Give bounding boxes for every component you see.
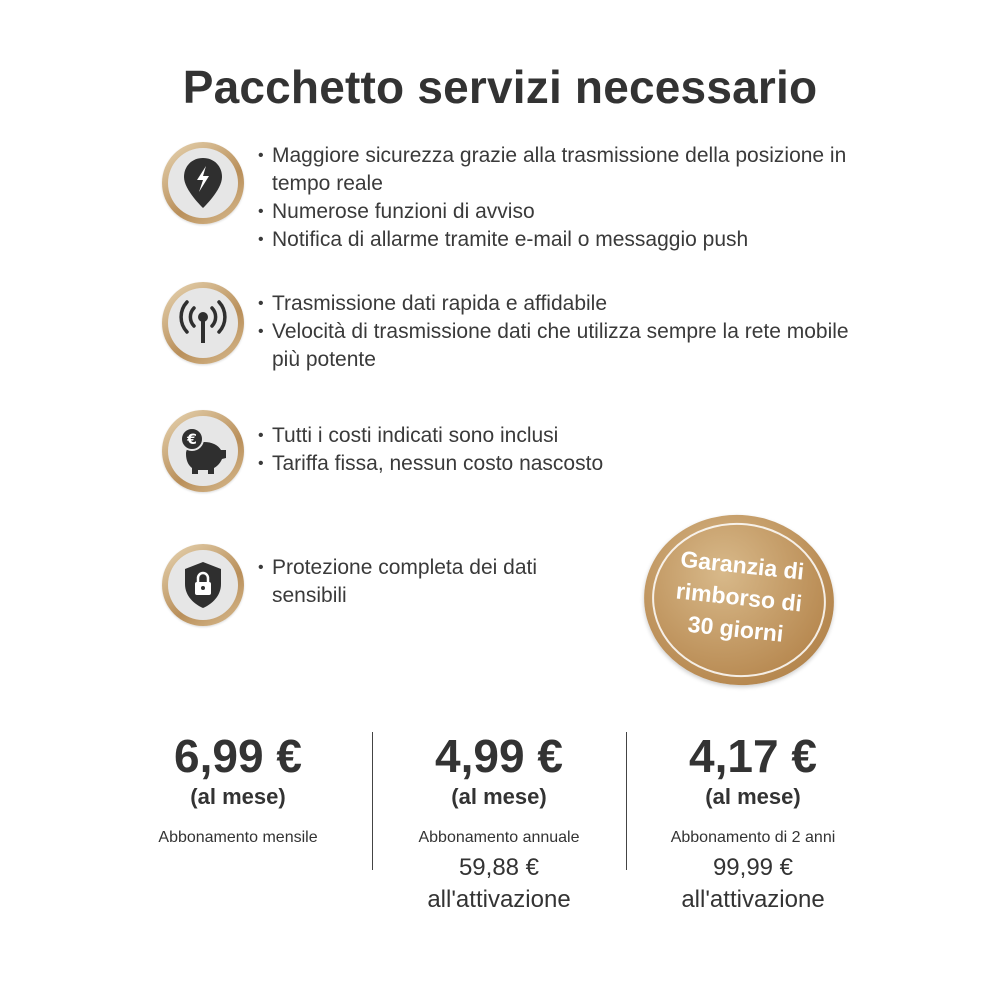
bullet: • Trasmissione dati rapida e affidabile — [258, 290, 878, 318]
bullet: • Velocità di trasmissione dati che utilizza sempre la rete mobile più potente — [258, 318, 878, 374]
bullet: • Tariffa fissa, nessun costo nascosto — [258, 450, 878, 478]
bullet: • Notifica di allarme tramite e-mail o messaggio push — [258, 226, 878, 254]
plan-annual — [374, 730, 624, 916]
plan-two-year — [628, 730, 878, 916]
antenna-icon — [178, 299, 228, 347]
icon-ring — [162, 410, 244, 492]
plan-monthly — [113, 730, 363, 848]
badge-line-3: 30 giorni — [686, 610, 785, 647]
badge-line-2: rimborso di — [674, 577, 804, 617]
location-pin-icon — [181, 156, 225, 210]
icon-ring — [162, 282, 244, 364]
divider — [626, 732, 627, 870]
bullet: • Protezione completa dei dati sensibili — [258, 554, 588, 610]
money-back-badge — [644, 515, 840, 681]
plan-price: 4,17 € — [689, 730, 817, 782]
bullet: • Maggiore sicurezza grazie alla trasmissione della posizione in tempo reale — [258, 142, 878, 198]
plan-period: (al mese) — [705, 784, 801, 809]
plan-total: 59,88 € — [458, 854, 540, 881]
plan-name: Abbonamento annuale — [418, 829, 580, 846]
plan-price: 4,99 € — [435, 730, 563, 782]
plan-activation: all'attivazione — [427, 886, 571, 913]
plan-total: 99,99 € — [712, 854, 794, 881]
page-title: Pacchetto servizi necessario — [182, 61, 818, 113]
bullet: • Numerose funzioni di avviso — [258, 198, 878, 226]
plan-price: 6,99 € — [174, 730, 302, 782]
plan-name: Abbonamento di 2 anni — [670, 829, 836, 846]
piggy-bank-euro-icon — [176, 424, 230, 478]
plan-period: (al mese) — [451, 784, 547, 809]
plan-name: Abbonamento mensile — [158, 829, 318, 846]
divider — [372, 732, 373, 870]
bullet: • Tutti i costi indicati sono inclusi — [258, 422, 878, 450]
plan-activation: all'attivazione — [681, 886, 825, 913]
icon-ring — [162, 142, 244, 224]
plan-period: (al mese) — [190, 784, 286, 809]
icon-ring — [162, 544, 244, 626]
shield-lock-icon — [181, 560, 225, 610]
svg-text:€: € — [187, 432, 197, 448]
badge-line-1: Garanzia di — [679, 545, 806, 585]
